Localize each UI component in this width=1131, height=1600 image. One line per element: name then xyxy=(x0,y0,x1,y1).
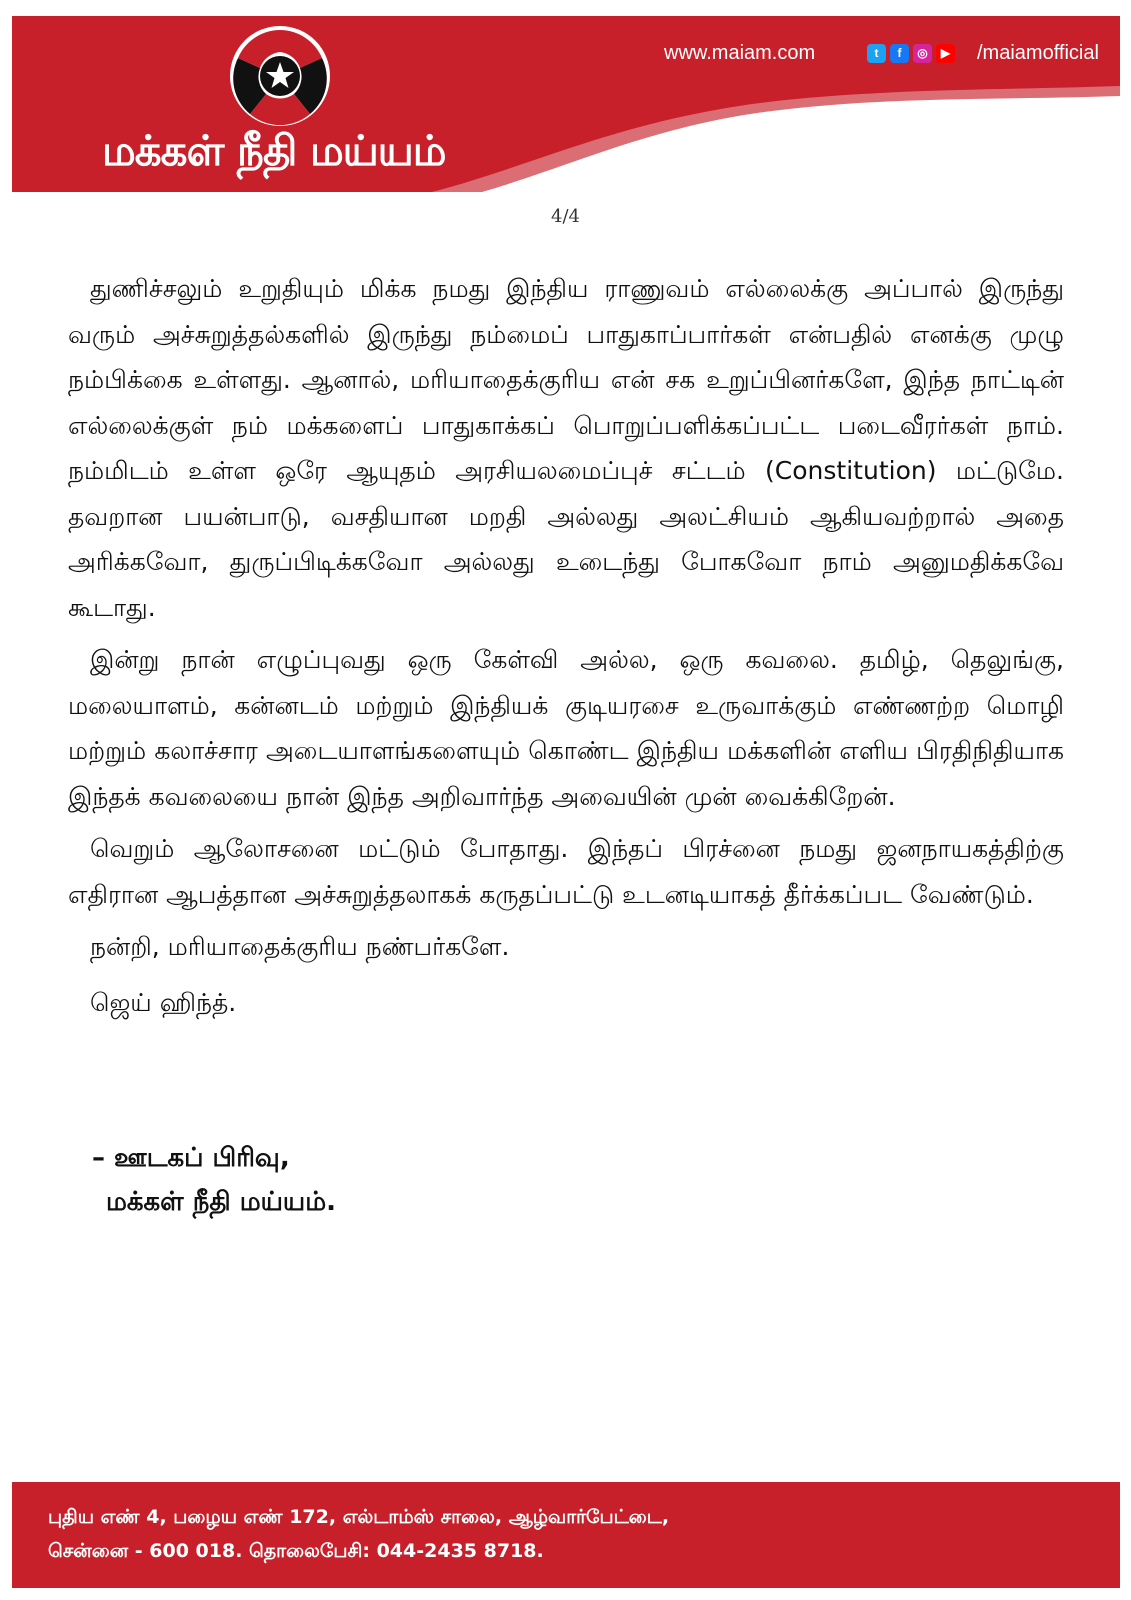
letter-body xyxy=(68,266,1064,1035)
social-icons xyxy=(867,44,955,63)
facebook-icon[interactable]: f xyxy=(890,44,909,63)
address-line-1: புதிய எண் 4, பழைய எண் 172, எல்டாம்ஸ் சாலை, ஆழ்வார்பேட்டை, xyxy=(48,1506,670,1528)
signature-dept: – ஊடகப் பிரிவு, xyxy=(92,1143,290,1173)
brand-name: மக்கள் நீதி மய்யம் xyxy=(102,126,446,175)
youtube-icon[interactable]: ▶ xyxy=(936,44,955,63)
signature-block xyxy=(92,1136,336,1224)
page-number: 4/4 xyxy=(551,206,580,227)
social-handle[interactable]: /maiamofficial xyxy=(977,42,1099,64)
website-link[interactable]: www.maiam.com xyxy=(664,42,816,64)
signature-org: மக்கள் நீதி மய்யம். xyxy=(106,1187,337,1217)
closing-salutation: ஜெய் ஹிந்த். xyxy=(90,987,237,1017)
letterhead-footer xyxy=(12,1482,1120,1588)
party-logo-icon xyxy=(226,22,334,130)
instagram-icon[interactable]: ◎ xyxy=(913,44,932,63)
body-paragraph: வெறும் ஆலோசனை மட்டும் போதாது. இந்தப் பிரச்னை நமது ஜனநாயகத்திற்கு எதிரான ஆபத்தான அச்சுறுத்தலாகக் கருதப்பட்டு உடனடியாகத் தீர்க்கப்பட வேண்டும். xyxy=(68,834,1064,909)
body-paragraph: துணிச்சலும் உறுதியும் மிக்க நமது இந்திய ராணுவம் எல்லைக்கு அப்பால் இருந்து வரும் அச்சுறுத்தல்களில் இருந்து நம்மைப் பாதுகாப்பார்கள் என்பதில் எனக்கு முழு நம்பிக்கை உள்ளது. ஆனால், மரியாதைக்குரிய என் சக உறுப்பினர்களே, இந்த நாட்டின் எல்லைக்குள் நம் மக்களைப் பாதுகாக்கப் பொறுப்பளிக்கப்பட்ட படைவீரர்கள் நாம். நம்மிடம் உள்ள ஒரே ஆயுதம் அரசியலமைப்புச் சட்டம் (Constitution) மட்டுமே. தவறான பயன்பாடு, வசதியான மறதி அல்லது அலட்சியம் ஆகியவற்றால் அதை அரிக்கவோ, துருப்பிடிக்கவோ அல்லது உடைந்து போகவோ நாம் அனுமதிக்கவே கூடாது. xyxy=(68,274,1064,622)
letterhead-header xyxy=(12,16,1120,192)
closing-thanks: நன்றி, மரியாதைக்குரிய நண்பர்களே. xyxy=(90,932,510,961)
address-line-2: சென்னை - 600 018. தொலைபேசி: 044-2435 8718. xyxy=(48,1540,544,1562)
body-paragraph: இன்று நான் எழுப்புவது ஒரு கேள்வி அல்ல, ஒரு கவலை. தமிழ், தெலுங்கு, மலையாளம், கன்னடம் மற்றும் இந்தியக் குடியரசை உருவாக்கும் எண்ணற்ற மொழி மற்றும் கலாச்சார அடையாளங்களையும் கொண்ட இந்திய மக்களின் எளிய பிரதிநிதியாக இந்தக் கவலையை நான் இந்த அறிவார்ந்த அவையின் முன் வைக்கிறேன். xyxy=(68,645,1064,811)
twitter-icon[interactable]: t xyxy=(867,44,886,63)
footer-address xyxy=(48,1500,669,1568)
